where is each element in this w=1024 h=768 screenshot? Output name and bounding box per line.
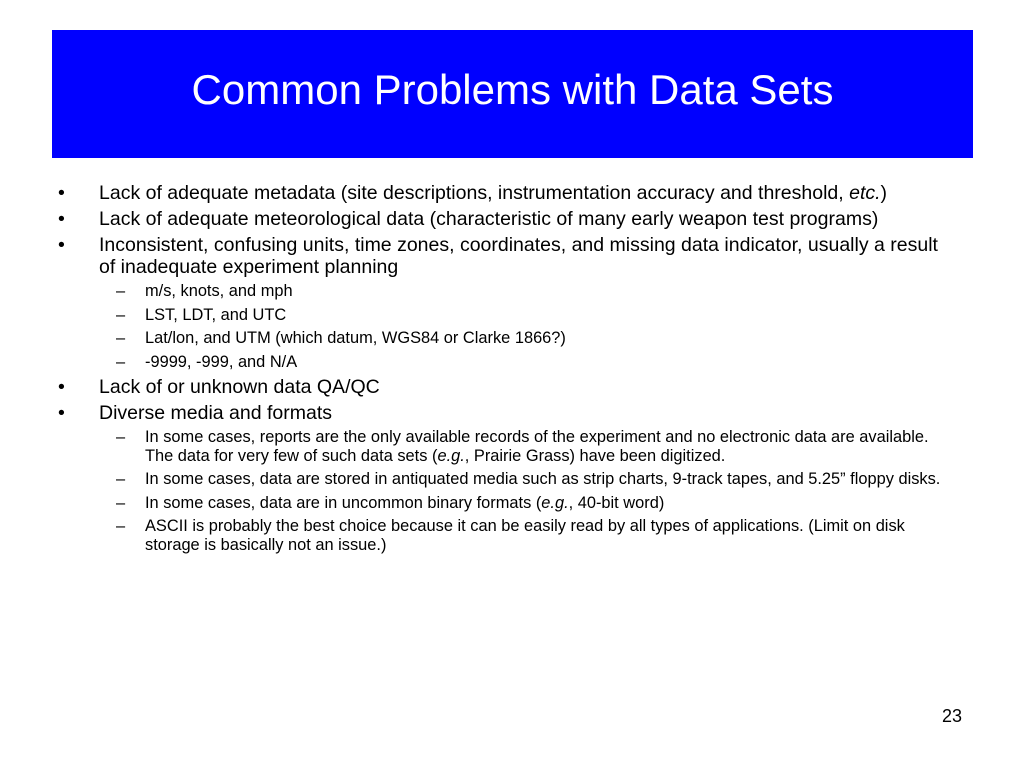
bullet-marker: • [58, 182, 65, 204]
bullet-item [58, 234, 958, 278]
dash-marker: – [116, 329, 126, 347]
bullet-marker: • [58, 208, 65, 230]
title-bar [52, 30, 973, 158]
item-text: ) [880, 182, 888, 204]
item-text: Lack of adequate metadata (site descriptions, instrumentation accuracy and threshold, [99, 182, 850, 204]
bullet-item [58, 208, 958, 230]
item-text: In some cases, reports are the only available records of the experiment and no electronic data are available. The data for very few of such data sets ( [145, 428, 929, 465]
sub-bullet-item [58, 517, 958, 554]
bullet-marker: • [58, 402, 65, 424]
item-text: In some cases, data are stored in antiquated media such as strip charts, 9-track tapes, and 5.25” floppy disks. [145, 470, 941, 488]
dash-marker: – [116, 493, 126, 512]
dash-marker: – [116, 428, 126, 446]
item-text: -9999, -999, and N/A [145, 352, 298, 371]
item-text: , Prairie Grass) have been digitized. [464, 446, 726, 465]
item-text: Lack of adequate meteorological data (characteristic of many early weapon test programs) [99, 208, 879, 230]
item-text: m/s, knots, and mph [145, 282, 293, 300]
sub-bullet-item [58, 329, 958, 348]
dash-marker: – [116, 305, 126, 324]
italic-text: e.g. [541, 493, 569, 512]
dash-marker: – [116, 352, 126, 371]
bullet-item [58, 376, 958, 398]
item-text: In some cases, data are in uncommon binary formats ( [145, 493, 542, 512]
sub-bullet-item [58, 353, 958, 372]
bullet-item [58, 402, 958, 424]
sub-bullet-item [58, 470, 958, 489]
italic-text: e.g. [437, 446, 465, 465]
sub-bullet-item [58, 282, 958, 301]
bullet-marker: • [58, 376, 65, 398]
italic-text: etc. [849, 182, 881, 204]
item-text: LST, LDT, and UTC [145, 305, 287, 324]
sub-bullet-item [58, 428, 958, 465]
item-text: Lat/lon, and UTM (which datum, WGS84 or Clarke 1866?) [145, 329, 566, 347]
item-text: Inconsistent, confusing units, time zones, coordinates, and missing data indicator, usually a result of inadequate experiment planning [99, 234, 938, 278]
sub-bullet-item [58, 494, 958, 513]
bullet-marker: • [58, 234, 65, 256]
dash-marker: – [116, 517, 126, 535]
page-number: 23 [941, 706, 962, 726]
bullet-item [58, 182, 958, 204]
dash-marker: – [116, 282, 126, 300]
sub-bullet-item [58, 306, 958, 325]
item-text: Diverse media and formats [99, 402, 333, 424]
dash-marker: – [116, 470, 126, 488]
item-text: ASCII is probably the best choice because it can be easily read by all types of applications. (Limit on disk storage is basically not an issue.) [145, 517, 905, 554]
slide-title: Common Problems with Data Sets [191, 66, 834, 113]
item-text: Lack of or unknown data QA/QC [99, 376, 380, 398]
item-text: , 40-bit word) [568, 493, 665, 512]
bullet-list [58, 182, 958, 559]
